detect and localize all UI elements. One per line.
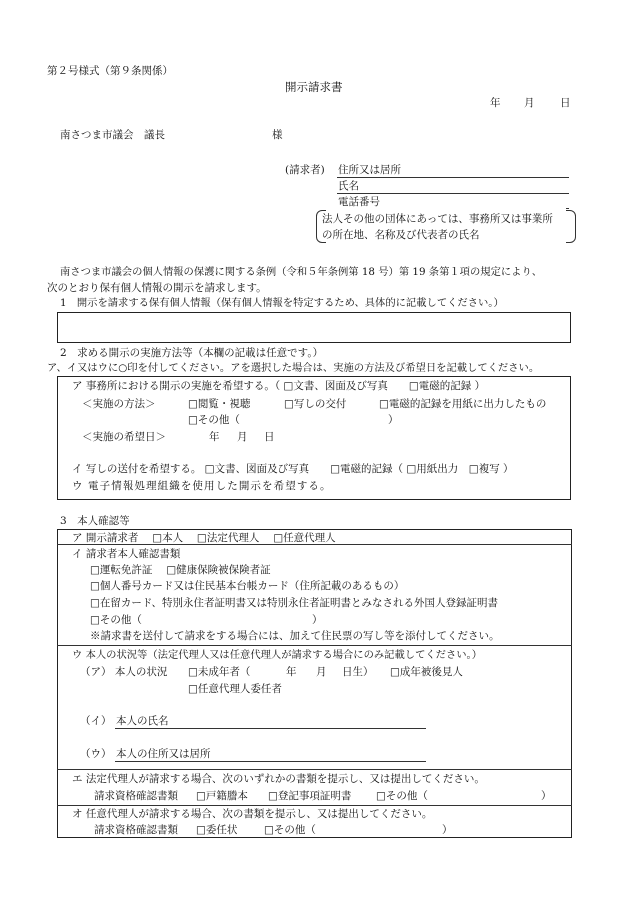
method-other-checkbox[interactable]: □その他（ [188,414,240,426]
legal-docs-label: 請求資格確認書類 [94,790,178,802]
legal-doc-other-close: ） [541,790,552,802]
requester-name-label: 氏名 [338,180,359,192]
intro-line2: 次のとおり保有個人情報の開示を請求します。 [47,282,267,294]
id-doc-mynumber[interactable]: □個人番号カード又は住民基本台帳カード（住所記載のあるもの） [90,580,405,592]
requester-address-line[interactable] [337,177,569,178]
honorific-sama: 様 [272,129,283,141]
section2-option-i[interactable]: イ 写しの送付を希望する。 □文書、図面及び写真 □電磁的記録（ □用紙出力 □複写 ） [72,463,514,475]
section2-option-a[interactable]: ア 事務所における開示の実施を希望する。（ □文書、図面及び写真 □電磁的記録 ） [72,380,486,392]
principal-name-line[interactable] [115,728,426,729]
corp-note-line1: 法人その他の団体にあっては、事務所又は事業所 [322,213,553,225]
section3-divider-e [57,805,572,806]
id-doc-license-insurance[interactable]: □運転免許証 □健康保険被保険者証 [90,564,271,576]
principal-minor-birth: 日生） [342,666,374,678]
principal-status-label: （ア） 本人の状況 [80,666,168,678]
section3-o-heading: オ 任意代理人が請求する場合、次の書類を提示し、又は提出してください。 [72,808,433,820]
method-print-checkbox[interactable]: □電磁的記録を用紙に出力したもの [379,398,547,410]
intro-line1: 南さつま市議会の個人情報の保護に関する条例（令和５年条例第 18 号）第 19 条第１項の規定により、 [60,266,543,278]
section2-option-u[interactable]: ウ 電子情報処理組織を使用した開示を希望する。 [72,480,332,492]
section3-heading: 3 本人確認等 [60,515,130,527]
id-doc-residence-card[interactable]: □在留カード、特別永住者証明書又は特別永住者証明書とみなされる外国人登録証明書 [90,597,498,609]
principal-minor-checkbox[interactable]: □未成年者（ [188,666,251,678]
id-doc-note: ※請求書を送付して請求をする場合には、加えて住民票の写し等を添付してください。 [90,630,500,642]
principal-address-line[interactable] [115,761,426,762]
agent-docs-label: 請求資格確認書類 [94,824,178,836]
desired-date-day: 日 [264,431,275,443]
method-view-checkbox[interactable]: □閲覧・視聴 [188,398,251,410]
form-title: 開示請求書 [285,80,343,94]
desired-date-year: 年 [209,431,220,443]
principal-address-label: 本人の住所又は居所 [116,748,211,760]
agent-doc-proxy-checkbox[interactable]: □委任状 [196,824,238,836]
corp-note-line2: の所在地、名称及び代表者の氏名 [322,229,480,241]
form-number: 第２号様式（第９条関係） [47,65,173,77]
principal-minor-year: 年 [286,666,297,678]
section1-input-box[interactable] [57,312,571,343]
legal-doc-registry-checkbox[interactable]: □登記事項証明書 [268,790,352,802]
section2-note: ア、イ又はウに○印を付してください。アを選択した場合は、実施の方法及び希望日を記載してください。 [47,362,540,374]
principal-ward-checkbox[interactable]: □成年被後見人 [390,666,463,678]
principal-address-index: （ウ） [80,748,112,760]
legal-doc-koseki-checkbox[interactable]: □戸籍謄本 [196,790,248,802]
requester-label: (請求者) [285,164,325,176]
id-doc-other-close: ） [312,614,323,626]
method-label: ＜実施の方法＞ [82,398,156,410]
agent-doc-other-checkbox[interactable]: □その他（ [264,824,316,836]
date-month-label: 月 [524,97,535,109]
method-other-close: ） [388,414,399,426]
principal-name-label: 本人の氏名 [116,715,169,727]
principal-name-index: （イ） [80,715,112,727]
section3-i-heading: イ 請求者本人確認書類 [72,548,181,560]
agent-doc-other-close: ） [442,824,453,836]
principal-delegator-checkbox[interactable]: □任意代理人委任者 [188,683,282,695]
section3-a-line[interactable]: ア 開示請求者 □本人 □法定代理人 □任意代理人 [72,532,336,544]
desired-date-month: 月 [237,431,248,443]
section3-u-heading: ウ 本人の状況等（法定代理人又は任意代理人が請求する場合にのみ記載してください。） [72,649,482,661]
addressee: 南さつま市議会 議長 [60,129,165,141]
date-day-label: 日 [560,97,571,109]
requester-address-label: 住所又は居所 [338,164,401,176]
section3-e-heading: エ 法定代理人が請求する場合、次のいずれかの書類を提示し、又は提出してください。 [72,773,485,785]
section1-heading: 1 開示を請求する保有個人情報（保有個人情報を特定するため、具体的に記載してください。） [60,297,504,309]
date-year-label: 年 [490,97,501,109]
desired-date-label: ＜実施の希望日＞ [82,431,166,443]
id-doc-other[interactable]: □その他（ [90,614,142,626]
section3-divider-i [57,645,572,646]
legal-doc-other-checkbox[interactable]: □その他（ [376,790,428,802]
section3-divider-u [57,769,572,770]
section2-heading: 2 求める開示の実施方法等（本欄の記載は任意です。） [60,347,324,359]
method-copy-checkbox[interactable]: □写しの交付 [284,398,347,410]
requester-name-line[interactable] [337,193,569,194]
requester-phone-label: 電話番号 [338,196,380,208]
principal-minor-month: 月 [316,666,327,678]
